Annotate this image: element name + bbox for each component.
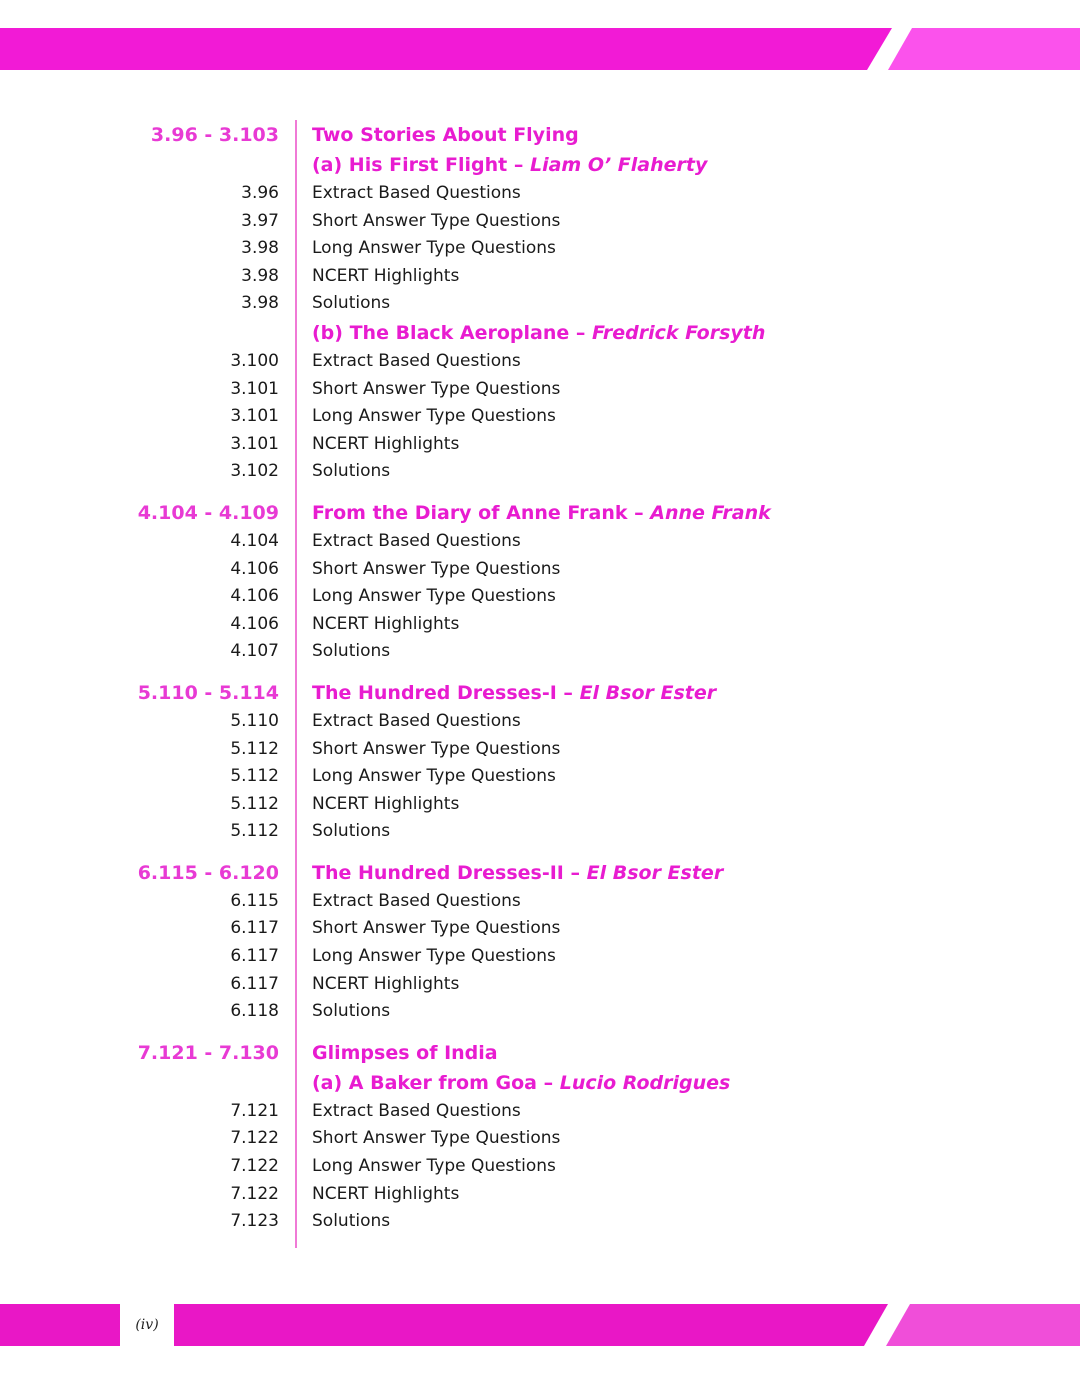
entry-label xyxy=(312,180,521,208)
entry-label xyxy=(312,348,521,376)
toc-entry-row xyxy=(0,971,1080,999)
chapter-page-range: 7.121 - 7.130 xyxy=(137,1041,279,1064)
entry-text: Solutions xyxy=(312,1001,391,1022)
toc-entry-row xyxy=(0,1208,1080,1236)
toc-entry-row xyxy=(0,888,1080,916)
entry-text: Long Answer Type Questions xyxy=(312,586,556,607)
entry-text: Solutions xyxy=(312,461,391,482)
entry-label xyxy=(312,763,556,791)
entry-text: Extract Based Questions xyxy=(312,530,521,551)
entry-text: Short Answer Type Questions xyxy=(312,738,561,759)
entry-text: Long Answer Type Questions xyxy=(312,238,556,259)
entry-label xyxy=(312,971,459,999)
entry-page-number: 3.102 xyxy=(230,461,279,482)
entry-text: Short Answer Type Questions xyxy=(312,210,561,231)
author-name: El Bsor Ester xyxy=(579,681,717,704)
toc-entry-row xyxy=(0,611,1080,639)
chapter-page-range: 6.115 - 6.120 xyxy=(137,861,279,884)
chapter-title xyxy=(312,678,716,708)
chapter-page-range: 4.104 - 4.109 xyxy=(137,501,279,524)
toc-entry-row xyxy=(0,943,1080,971)
entry-page-number: 5.112 xyxy=(230,738,279,759)
toc-entry-row xyxy=(0,348,1080,376)
entry-label xyxy=(312,998,390,1026)
toc-entry-row xyxy=(0,403,1080,431)
entry-page-number: 7.121 xyxy=(230,1100,279,1121)
heading-text: Two Stories About Flying xyxy=(312,124,579,146)
author-name: Lucio Rodrigues xyxy=(559,1071,731,1094)
toc-entry-row xyxy=(0,1181,1080,1209)
entry-text: Long Answer Type Questions xyxy=(312,946,556,967)
entry-label xyxy=(312,235,556,263)
entry-text: Extract Based Questions xyxy=(312,890,521,911)
toc-entry-row xyxy=(0,180,1080,208)
chapter-title xyxy=(312,858,723,888)
heading-text: Glimpses of India xyxy=(312,1041,498,1064)
entry-page-number: 5.112 xyxy=(230,821,279,842)
entry-label xyxy=(312,818,390,846)
entry-text: Short Answer Type Questions xyxy=(312,378,561,399)
toc-entry-row xyxy=(0,915,1080,943)
entry-page-number: 6.115 xyxy=(230,890,279,911)
entry-page-number: 3.97 xyxy=(241,210,279,231)
entry-page-number: 7.122 xyxy=(230,1128,279,1149)
heading-text: The Hundred Dresses-II – xyxy=(312,861,580,884)
entry-text: Short Answer Type Questions xyxy=(312,1128,561,1149)
chapter-page-range: 5.110 - 5.114 xyxy=(137,681,279,704)
entry-text: Extract Based Questions xyxy=(312,1100,521,1121)
toc-entry-row xyxy=(0,791,1080,819)
toc-section xyxy=(0,1038,1080,1236)
author-name: Fredrick Forsyth xyxy=(592,321,766,344)
page-number: (iv) xyxy=(120,1304,174,1346)
toc-entry-row xyxy=(0,708,1080,736)
entry-label xyxy=(312,1208,390,1236)
toc-entry-row xyxy=(0,458,1080,486)
entry-page-number: 5.112 xyxy=(230,766,279,787)
chapter-title xyxy=(312,150,707,180)
toc-section xyxy=(0,120,1080,486)
bottom-banner xyxy=(0,1304,1080,1346)
entry-label xyxy=(312,431,459,459)
entry-text: NCERT Highlights xyxy=(312,265,460,286)
entry-text: Solutions xyxy=(312,821,391,842)
toc-entry-row xyxy=(0,763,1080,791)
heading-text: (b) The Black Aeroplane – xyxy=(312,321,586,344)
entry-label xyxy=(312,458,390,486)
chapter-title xyxy=(312,1038,498,1068)
entry-page-number: 6.117 xyxy=(230,973,279,994)
toc-entry-row xyxy=(0,290,1080,318)
top-banner xyxy=(0,28,1080,70)
entry-page-number: 3.96 xyxy=(241,183,279,203)
entry-text: NCERT Highlights xyxy=(312,613,460,634)
entry-text: Long Answer Type Questions xyxy=(312,1156,556,1177)
entry-text: NCERT Highlights xyxy=(312,973,460,994)
entry-text: Short Answer Type Questions xyxy=(312,918,561,939)
entry-label xyxy=(312,736,560,764)
toc-section xyxy=(0,678,1080,846)
heading-text: (a) A Baker from Goa – xyxy=(312,1071,554,1094)
entry-text: Long Answer Type Questions xyxy=(312,406,556,427)
entry-text: Solutions xyxy=(312,1211,391,1232)
entry-page-number: 3.98 xyxy=(241,238,279,259)
entry-page-number: 5.112 xyxy=(230,793,279,814)
entry-page-number: 7.122 xyxy=(230,1156,279,1177)
toc-heading-row xyxy=(0,150,1080,180)
entry-text: Short Answer Type Questions xyxy=(312,558,561,579)
entry-text: Solutions xyxy=(312,641,391,662)
entry-label xyxy=(312,915,560,943)
entry-page-number: 3.100 xyxy=(230,350,279,371)
entry-label xyxy=(312,1181,459,1209)
entry-page-number: 7.123 xyxy=(230,1211,279,1232)
entry-text: Long Answer Type Questions xyxy=(312,766,556,787)
author-name: Liam O’ Flaherty xyxy=(529,154,708,176)
author-name: El Bsor Ester xyxy=(586,861,724,884)
entry-label xyxy=(312,290,390,318)
heading-text: From the Diary of Anne Frank – xyxy=(312,501,644,524)
entry-label xyxy=(312,611,459,639)
toc-entry-row xyxy=(0,263,1080,291)
entry-page-number: 7.122 xyxy=(230,1183,279,1204)
chapter-page-range: 3.96 - 3.103 xyxy=(150,124,279,146)
entry-page-number: 3.98 xyxy=(241,265,279,286)
top-banner-stripe xyxy=(0,28,892,70)
entry-label xyxy=(312,638,390,666)
toc-entry-row xyxy=(0,1153,1080,1181)
bottom-banner-tip xyxy=(886,1304,1080,1346)
entry-text: NCERT Highlights xyxy=(312,793,460,814)
author-name: Anne Frank xyxy=(650,501,771,524)
toc-entry-row xyxy=(0,235,1080,263)
entry-text: NCERT Highlights xyxy=(312,1183,460,1204)
entry-page-number: 3.101 xyxy=(230,433,279,454)
entry-text: Extract Based Questions xyxy=(312,710,521,731)
entry-page-number: 4.106 xyxy=(230,586,279,607)
entry-label xyxy=(312,708,521,736)
toc-entry-row xyxy=(0,528,1080,556)
entry-page-number: 6.117 xyxy=(230,918,279,939)
toc-section xyxy=(0,498,1080,666)
toc-heading-row xyxy=(0,858,1080,888)
entry-page-number: 6.118 xyxy=(230,1001,279,1022)
entry-label xyxy=(312,943,556,971)
entry-label xyxy=(312,208,560,236)
entry-label xyxy=(312,583,556,611)
toc-entry-row xyxy=(0,736,1080,764)
entry-label xyxy=(312,376,560,404)
toc-heading-row xyxy=(0,498,1080,528)
toc-entry-row xyxy=(0,583,1080,611)
entry-label xyxy=(312,263,459,291)
entry-text: Extract Based Questions xyxy=(312,350,521,371)
toc-entry-row xyxy=(0,431,1080,459)
chapter-title xyxy=(312,498,771,528)
entry-label xyxy=(312,888,521,916)
top-banner-tip xyxy=(888,28,1080,70)
entry-label xyxy=(312,1153,556,1181)
toc-entry-row xyxy=(0,1125,1080,1153)
toc-entry-row xyxy=(0,556,1080,584)
entry-label xyxy=(312,556,560,584)
entry-text: Solutions xyxy=(312,293,391,314)
entry-text: NCERT Highlights xyxy=(312,433,460,454)
toc-heading-row xyxy=(0,318,1080,348)
toc-heading-row xyxy=(0,678,1080,708)
toc-entry-row xyxy=(0,1098,1080,1126)
entry-label xyxy=(312,528,521,556)
toc-entry-row xyxy=(0,376,1080,404)
table-of-contents xyxy=(0,120,1080,1248)
toc-entry-row xyxy=(0,208,1080,236)
toc-entry-row xyxy=(0,638,1080,666)
chapter-title xyxy=(312,120,579,150)
chapter-title xyxy=(312,1068,730,1098)
toc-heading-row xyxy=(0,1038,1080,1068)
toc-entry-row xyxy=(0,998,1080,1026)
entry-label xyxy=(312,791,459,819)
toc-entry-row xyxy=(0,818,1080,846)
toc-heading-row xyxy=(0,120,1080,150)
entry-page-number: 3.98 xyxy=(241,293,279,314)
heading-text: (a) His First Flight – xyxy=(312,154,524,176)
entry-page-number: 3.101 xyxy=(230,378,279,399)
entry-page-number: 4.106 xyxy=(230,558,279,579)
entry-page-number: 3.101 xyxy=(230,406,279,427)
entry-page-number: 6.117 xyxy=(230,946,279,967)
toc-heading-row xyxy=(0,1068,1080,1098)
entry-label xyxy=(312,403,556,431)
entry-page-number: 4.107 xyxy=(230,641,279,662)
entry-label xyxy=(312,1098,521,1126)
toc-section xyxy=(0,858,1080,1026)
entry-page-number: 4.106 xyxy=(230,613,279,634)
entry-page-number: 4.104 xyxy=(230,530,279,551)
entry-text: Extract Based Questions xyxy=(312,183,521,203)
entry-label xyxy=(312,1125,560,1153)
entry-page-number: 5.110 xyxy=(230,710,279,731)
chapter-title xyxy=(312,318,765,348)
heading-text: The Hundred Dresses-I – xyxy=(312,681,573,704)
